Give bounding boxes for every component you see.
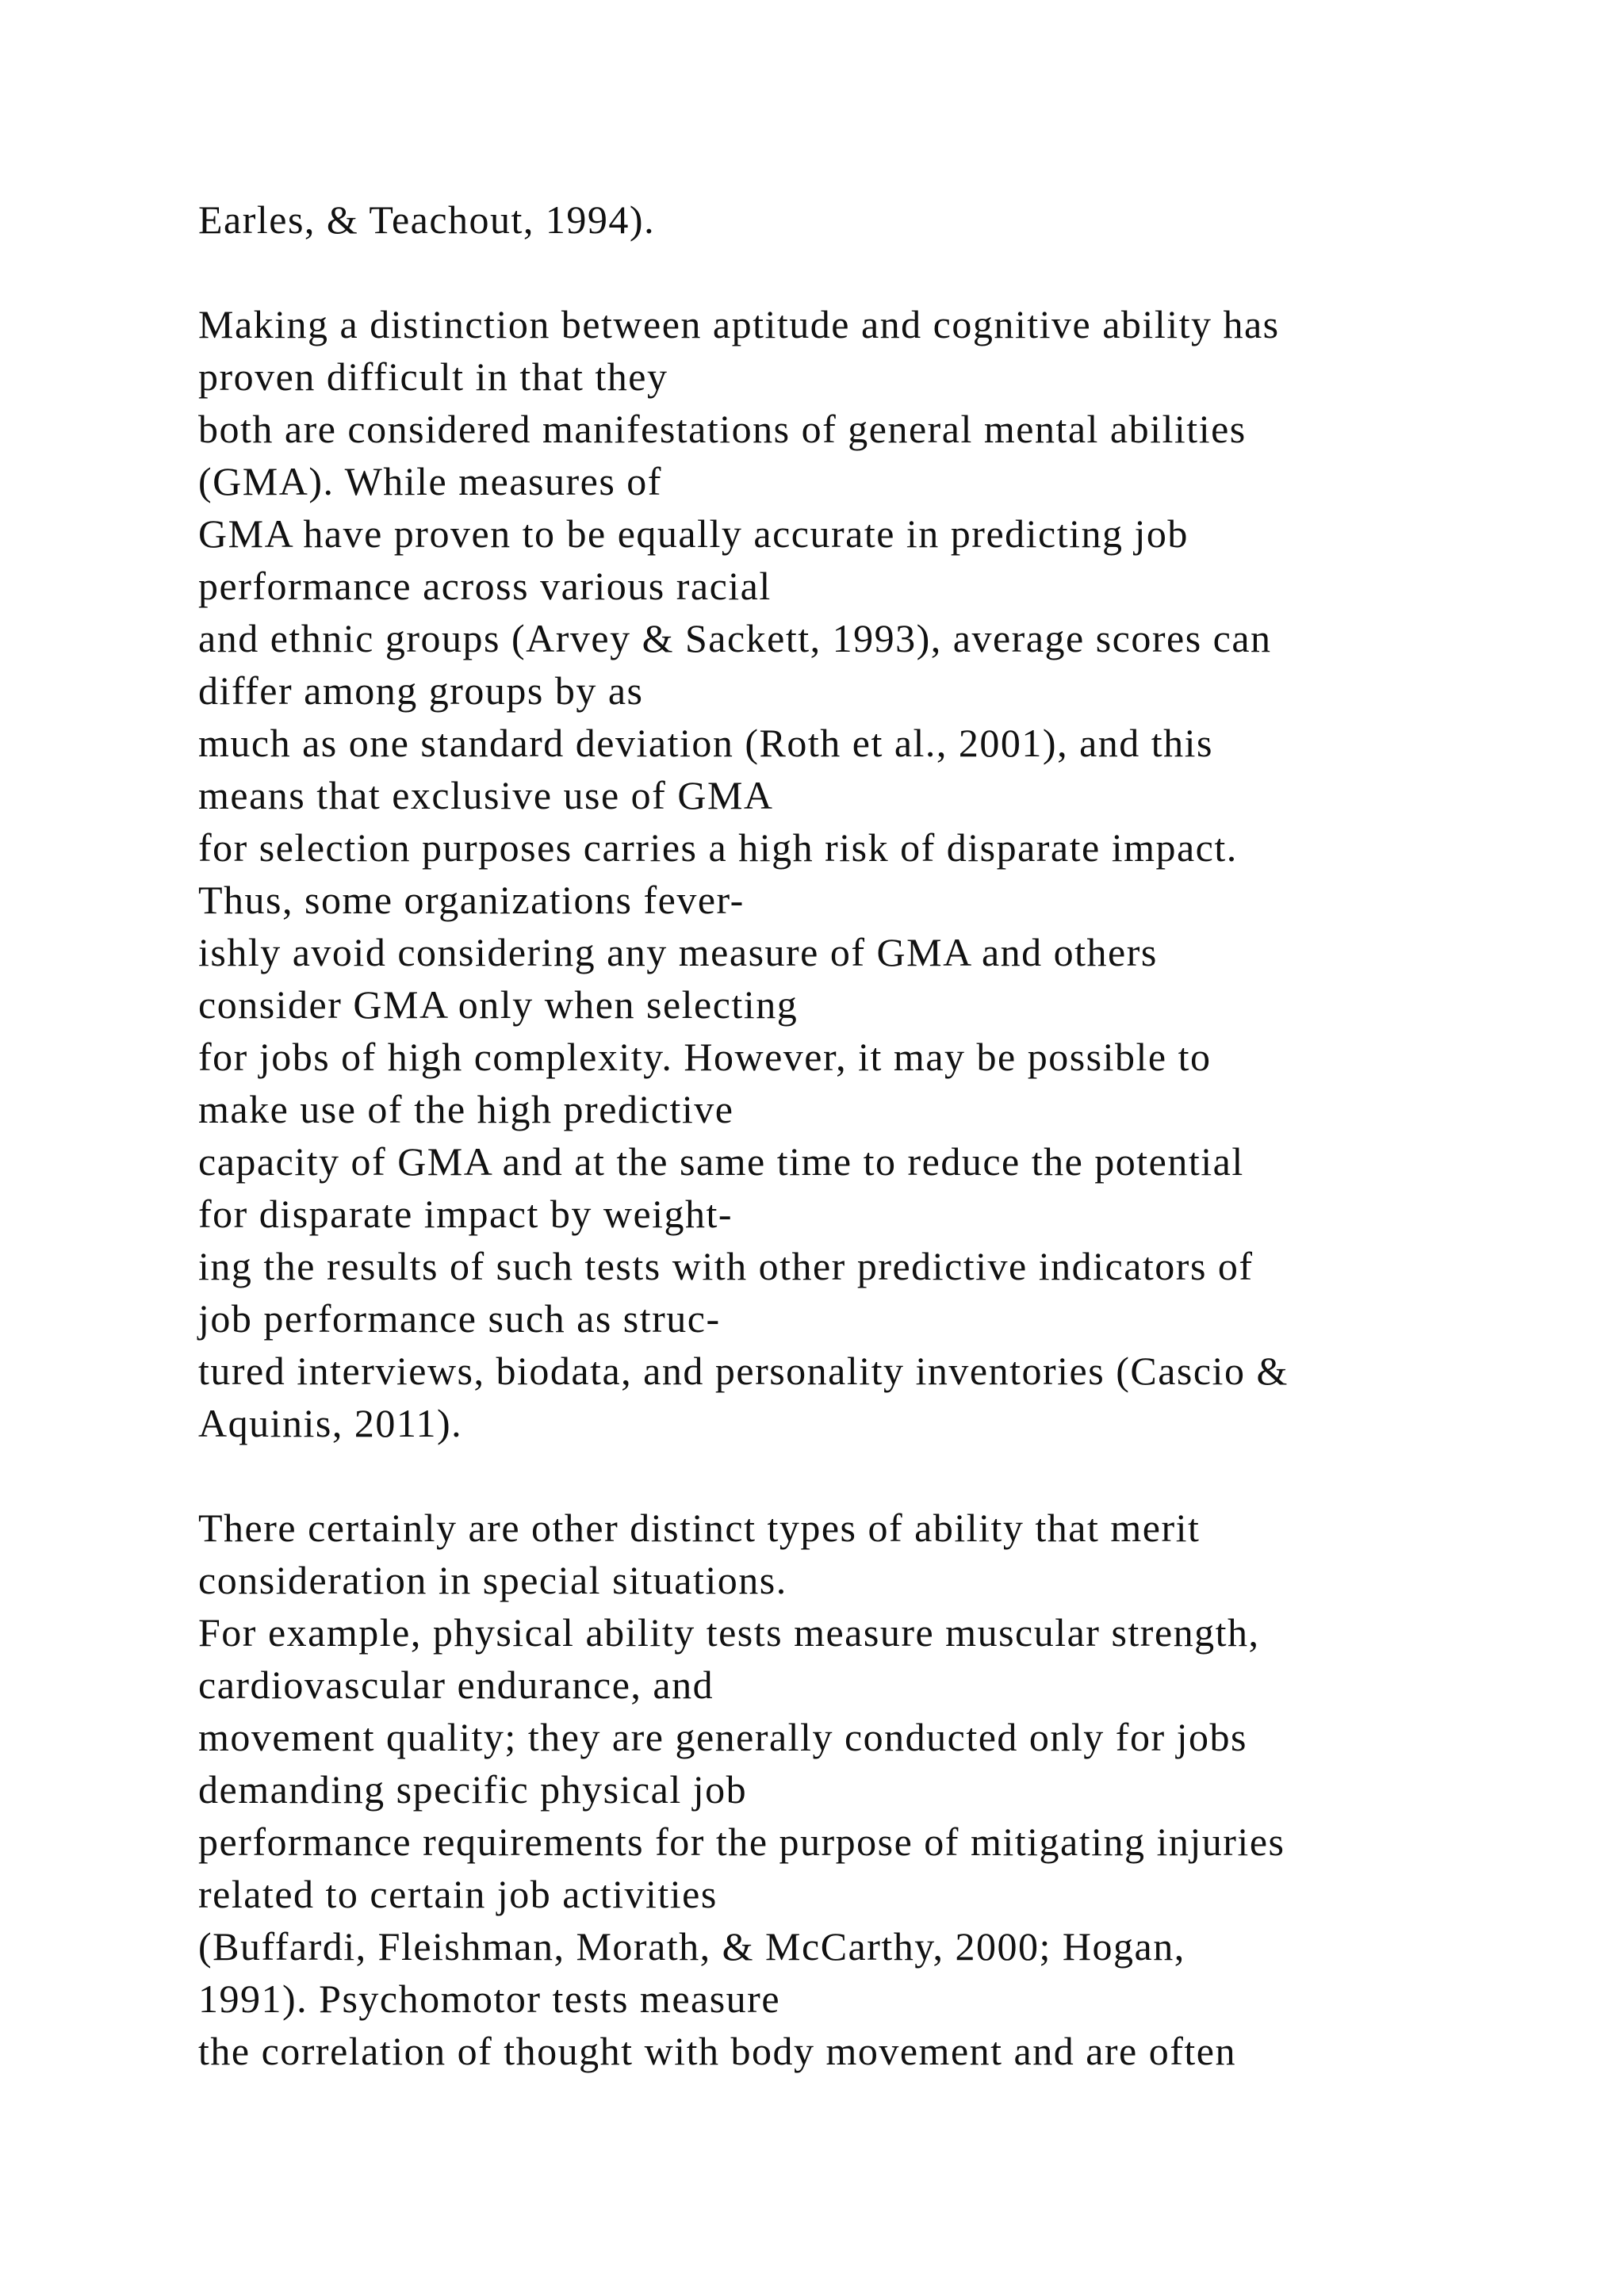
text-line: differ among groups by as <box>198 668 644 713</box>
text-line: GMA have proven to be equally accurate in predicting job <box>198 511 1189 556</box>
text-line: Earles, & Teachout, 1994). <box>198 197 656 242</box>
text-line: and ethnic groups (Arvey & Sackett, 1993), average scores can <box>198 616 1272 660</box>
text-line: job performance such as struc- <box>198 1296 721 1341</box>
text-line: both are considered manifestations of general mental abilities <box>198 407 1247 451</box>
text-line: the correlation of thought with body movement and are often <box>198 2029 1236 2073</box>
text-line: for disparate impact by weight- <box>198 1192 733 1236</box>
text-line: related to certain job activities <box>198 1872 718 1916</box>
text-line: cardiovascular endurance, and <box>198 1663 714 1707</box>
text-line: Making a distinction between aptitude and cognitive ability has <box>198 302 1280 346</box>
text-line: proven difficult in that they <box>198 354 668 399</box>
text-line: There certainly are other distinct types of ability that merit <box>198 1506 1201 1550</box>
text-line: (GMA). While measures of <box>198 459 662 503</box>
text-line: tured interviews, biodata, and personality inventories (Cascio & <box>198 1349 1289 1393</box>
text-line: Thus, some organizations fever- <box>198 878 745 922</box>
text-line: movement quality; they are generally conducted only for jobs <box>198 1715 1247 1759</box>
paragraph-gap <box>198 1449 1594 1502</box>
text-line: 1991). Psychomotor tests measure <box>198 1976 781 2021</box>
text-line: consider GMA only when selecting <box>198 982 799 1027</box>
text-line: demanding specific physical job <box>198 1767 748 1812</box>
text-line: performance across various racial <box>198 564 772 608</box>
text-line: for jobs of high complexity. However, it may be possible to <box>198 1035 1212 1079</box>
text-line: make use of the high predictive <box>198 1087 734 1131</box>
text-line: much as one standard deviation (Roth et al., 2001), and this <box>198 721 1214 765</box>
text-line: capacity of GMA and at the same time to reduce the potential <box>198 1139 1244 1184</box>
text-line: means that exclusive use of GMA <box>198 773 774 817</box>
text-line: ing the results of such tests with other predictive indicators of <box>198 1244 1254 1288</box>
text-line: consideration in special situations. <box>198 1558 787 1602</box>
text-line: (Buffardi, Fleishman, Morath, & McCarthy, 2000; Hogan, <box>198 1924 1185 1969</box>
text-line: For example, physical ability tests measure muscular strength, <box>198 1610 1260 1655</box>
text-line: for selection purposes carries a high risk of disparate impact. <box>198 825 1238 870</box>
document-body-text <box>198 193 1594 2077</box>
paragraph-gap <box>198 246 1594 298</box>
text-line: performance requirements for the purpose of mitigating injuries <box>198 1820 1285 1864</box>
text-line: Aquinis, 2011). <box>198 1401 463 1445</box>
text-line: ishly avoid considering any measure of GMA and others <box>198 930 1158 974</box>
